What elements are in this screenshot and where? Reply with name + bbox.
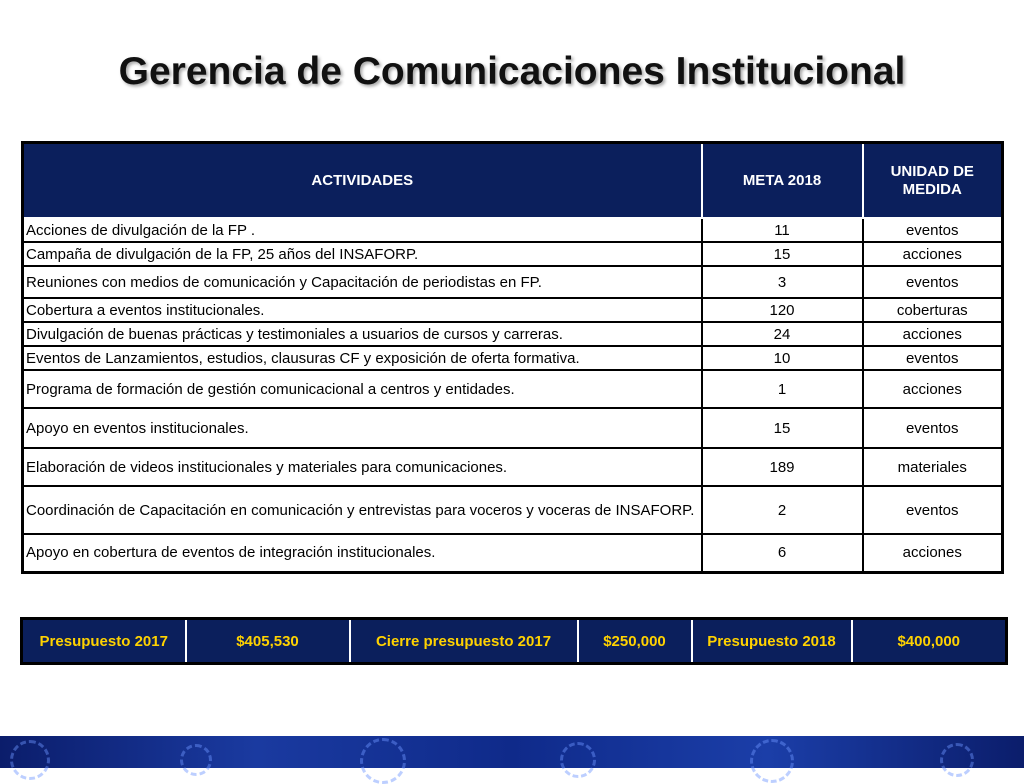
- header-meta-2018: META 2018: [702, 143, 863, 219]
- table-row: [23, 486, 1003, 534]
- activity-cell: Acciones de divulgación de la FP .: [23, 218, 702, 242]
- meta-cell: 2: [702, 486, 863, 534]
- unit-cell: materiales: [863, 448, 1003, 486]
- activity-cell: Divulgación de buenas prácticas y testimoniales a usuarios de cursos y carreras.: [23, 322, 702, 346]
- unit-cell: eventos: [863, 218, 1003, 242]
- table-row: [23, 346, 1003, 370]
- table-row: [23, 448, 1003, 486]
- table-row: [23, 370, 1003, 408]
- slide-title: Gerencia de Comunicaciones Institucional: [118, 50, 906, 93]
- budget-2018-value: $400,000: [852, 619, 1007, 664]
- budget-row: [22, 619, 1007, 664]
- meta-cell: 3: [702, 266, 863, 298]
- activity-cell: Programa de formación de gestión comunicacional a centros y entidades.: [23, 370, 702, 408]
- activity-cell: Coordinación de Capacitación en comunicación y entrevistas para voceros y voceras de INSAFORP.: [23, 486, 702, 534]
- meta-cell: 6: [702, 534, 863, 572]
- gear-icon: [180, 744, 212, 776]
- unit-cell: eventos: [863, 346, 1003, 370]
- gear-icon: [360, 738, 406, 784]
- table-row: [23, 408, 1003, 448]
- unit-cell: eventos: [863, 486, 1003, 534]
- meta-cell: 15: [702, 408, 863, 448]
- closing-budget-2017-value: $250,000: [578, 619, 692, 664]
- table-row: [23, 266, 1003, 298]
- unit-cell: acciones: [863, 534, 1003, 572]
- meta-cell: 11: [702, 218, 863, 242]
- meta-cell: 1: [702, 370, 863, 408]
- meta-cell: 120: [702, 298, 863, 322]
- activity-cell: Reuniones con medios de comunicación y Capacitación de periodistas en FP.: [23, 266, 702, 298]
- unit-cell: acciones: [863, 370, 1003, 408]
- table-row: [23, 322, 1003, 346]
- gear-icon: [750, 739, 794, 783]
- table-row: [23, 218, 1003, 242]
- activities-table: [21, 141, 1004, 574]
- unit-cell: eventos: [863, 266, 1003, 298]
- activity-cell: Elaboración de videos institucionales y materiales para comunicaciones.: [23, 448, 702, 486]
- footer-gear-band: [0, 736, 1024, 768]
- activity-cell: Campaña de divulgación de la FP, 25 años del INSAFORP.: [23, 242, 702, 266]
- budget-2018-label: Presupuesto 2018: [692, 619, 852, 664]
- table-row: [23, 242, 1003, 266]
- activity-cell: Cobertura a eventos institucionales.: [23, 298, 702, 322]
- gear-icon: [10, 740, 50, 780]
- meta-cell: 24: [702, 322, 863, 346]
- activity-cell: Apoyo en cobertura de eventos de integración institucionales.: [23, 534, 702, 572]
- gear-icon: [940, 743, 974, 777]
- unit-cell: coberturas: [863, 298, 1003, 322]
- activity-cell: Eventos de Lanzamientos, estudios, clausuras CF y exposición de oferta formativa.: [23, 346, 702, 370]
- meta-cell: 189: [702, 448, 863, 486]
- unit-cell: eventos: [863, 408, 1003, 448]
- meta-cell: 10: [702, 346, 863, 370]
- gear-icon: [560, 742, 596, 778]
- header-actividades: ACTIVIDADES: [23, 143, 702, 219]
- unit-cell: acciones: [863, 242, 1003, 266]
- unit-cell: acciones: [863, 322, 1003, 346]
- meta-cell: 15: [702, 242, 863, 266]
- closing-budget-2017-label: Cierre presupuesto 2017: [350, 619, 578, 664]
- budget-2017-label: Presupuesto 2017: [22, 619, 186, 664]
- table-row: [23, 298, 1003, 322]
- table-row: [23, 534, 1003, 572]
- header-unidad-de-medida: UNIDAD DE MEDIDA: [863, 143, 1003, 219]
- budget-2017-value: $405,530: [186, 619, 350, 664]
- table-header-row: [23, 143, 1003, 219]
- budget-summary-table: [20, 617, 1008, 665]
- activity-cell: Apoyo en eventos institucionales.: [23, 408, 702, 448]
